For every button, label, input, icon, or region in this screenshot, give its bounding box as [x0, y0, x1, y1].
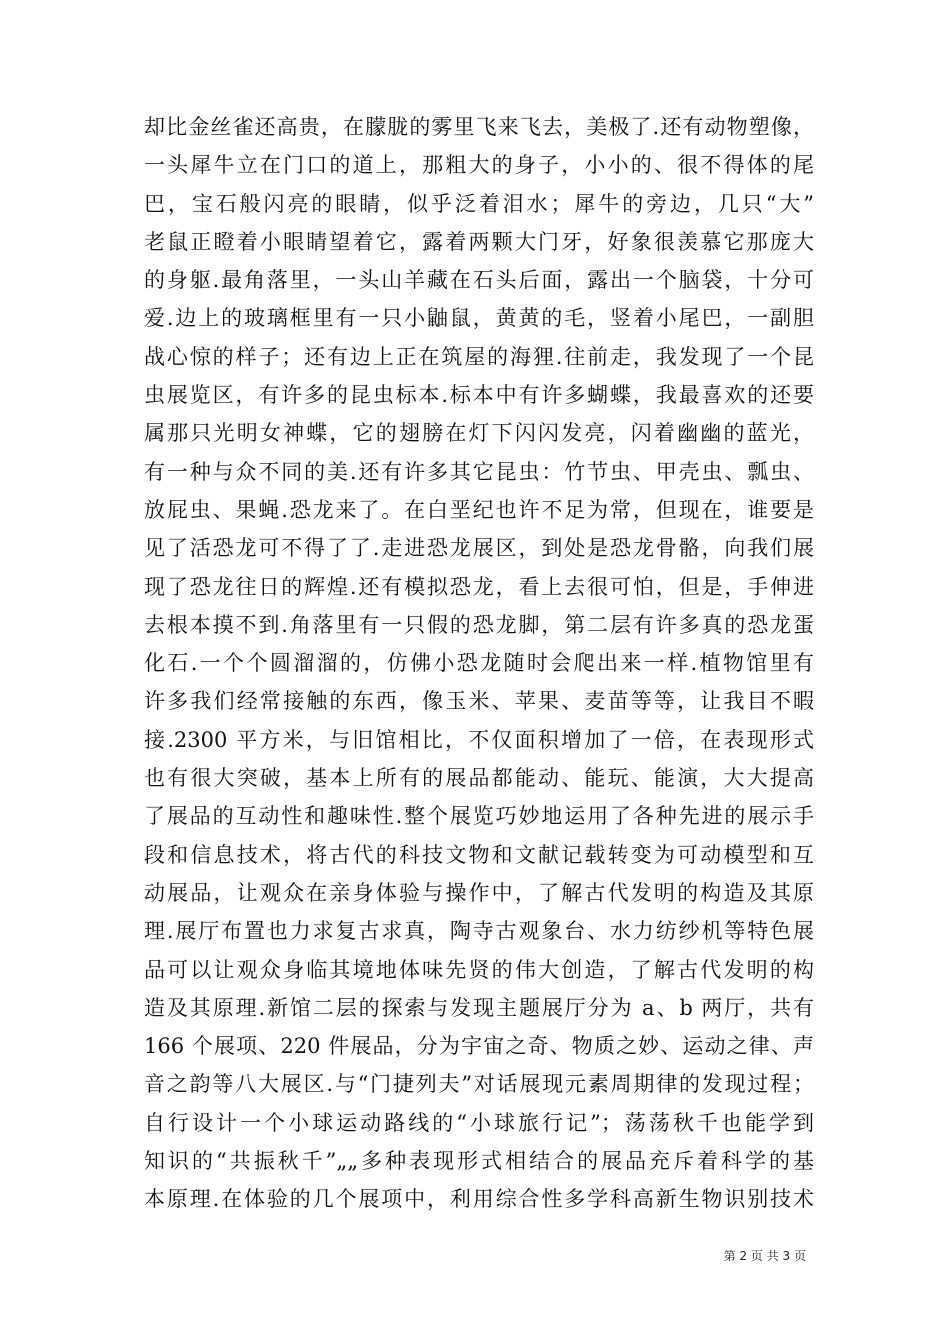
text-line: 造及其原理.新馆二层的探索与发现主题展厅分为 a、b 两厅，共有 [144, 995, 814, 1020]
text-line: 音之韵等八大展区.与“门捷列夫”对话展现元素周期律的发现过程； [144, 1072, 814, 1097]
text-line: 现了恐龙往日的辉煌.还有模拟恐龙，看上去很可怕，但是，手伸进 [144, 574, 814, 599]
text-line: 的身躯.最角落里，一头山羊藏在石头后面，露出一个脑袋，十分可 [144, 268, 814, 293]
text-line: 段和信息技术，将古代的科技文物和文献记载转变为可动模型和互 [144, 842, 814, 867]
text-line: 也有很大突破，基本上所有的展品都能动、能玩、能演，大大提高 [144, 766, 814, 791]
text-line: 属那只光明女神蝶，它的翅膀在灯下闪闪发亮，闪着幽幽的蓝光， [144, 421, 814, 446]
text-line: 老鼠正瞪着小眼睛望着它，露着两颗大门牙，好象很羡慕它那庞大 [144, 229, 814, 254]
text-line: 去根本摸不到.角落里有一只假的恐龙脚，第二层有许多真的恐龙蛋 [144, 612, 814, 637]
text-line: 战心惊的样子；还有边上正在筑屋的海狸.往前走，我发现了一个昆 [144, 344, 814, 369]
text-line: 化石.一个个圆溜溜的，仿佛小恐龙随时会爬出来一样.植物馆里有 [144, 651, 814, 676]
text-line: 了展品的互动性和趣味性.整个展览巧妙地运用了各种先进的展示手 [144, 804, 814, 829]
text-line: 品可以让观众身临其境地体味先贤的伟大创造，了解古代发明的构 [144, 957, 814, 982]
text-line: 巴，宝石般闪亮的眼睛，似乎泛着泪水；犀牛的旁边，几只“大” [144, 191, 814, 216]
text-line: 166 个展项、220 件展品，分为宇宙之奇、物质之妙、运动之律、声 [144, 1034, 814, 1059]
text-line: 知识的“共振秋千”„„多种表现形式相结合的展品充斥着科学的基 [144, 1149, 814, 1174]
text-line: 虫展览区，有许多的昆虫标本.标本中有许多蝴蝶，我最喜欢的还要 [144, 383, 814, 408]
text-line: 动展品，让观众在亲身体验与操作中，了解古代发明的构造及其原 [144, 880, 814, 905]
text-line: 爱.边上的玻璃框里有一只小鼬鼠，黄黄的毛，竖着小尾巴，一副胆 [144, 306, 814, 331]
text-line: 有一种与众不同的美.还有许多其它昆虫：竹节虫、甲壳虫、瓢虫、 [144, 459, 814, 484]
text-line: 放屁虫、果蝇.恐龙来了。在白垩纪也许不足为常，但现在，谁要是 [144, 497, 814, 522]
text-line: 本原理.在体验的几个展项中，利用综合性多学科高新生物识别技术 [144, 1187, 814, 1212]
text-line: 却比金丝雀还高贵，在朦胧的雾里飞来飞去，美极了.还有动物塑像， [144, 115, 814, 139]
text-line: 自行设计一个小球运动路线的“小球旅行记”；荡荡秋千也能学到 [144, 1110, 814, 1135]
page-number: 第 2 页 共 3 页 [723, 1249, 806, 1263]
body-text [144, 108, 814, 1219]
text-line: 理.展厅布置也力求复古求真，陶寺古观象台、水力纺纱机等特色展 [144, 919, 814, 944]
text-line: 见了活恐龙可不得了了.走进恐龙展区，到处是恐龙骨骼，向我们展 [144, 536, 814, 561]
text-line: 接.2300 平方米，与旧馆相比，不仅面积增加了一倍，在表现形式 [144, 727, 814, 752]
text-line: 许多我们经常接触的东西，像玉米、苹果、麦苗等等，让我目不暇 [144, 689, 814, 714]
text-line: 一头犀牛立在门口的道上，那粗大的身子，小小的、很不得体的尾 [144, 153, 814, 178]
